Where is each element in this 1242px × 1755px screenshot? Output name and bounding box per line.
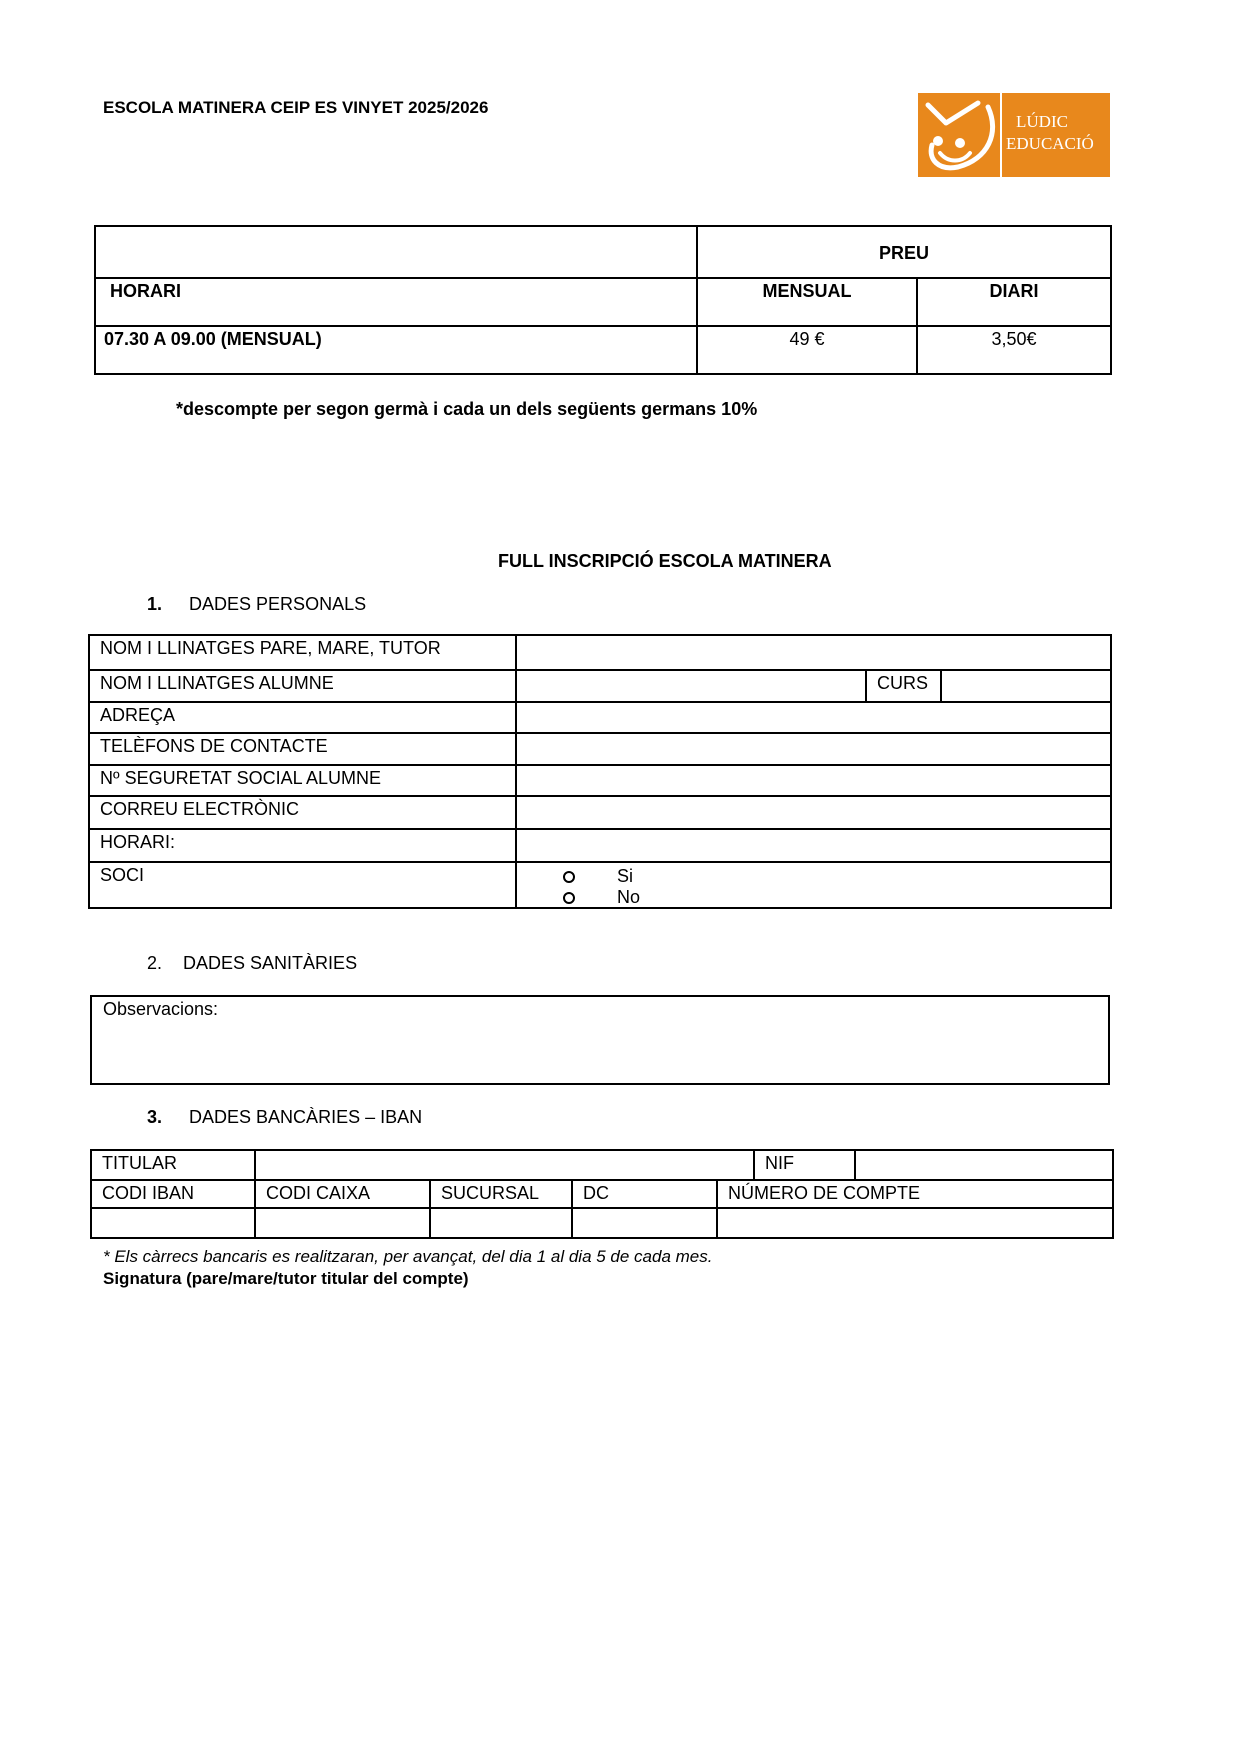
price-table [94,225,1112,375]
observations-label: Observacions: [103,999,219,1019]
nif-field[interactable] [855,1150,1113,1180]
price-header: PREU [697,226,1111,278]
course-field[interactable] [941,670,1111,702]
course-label: CURS [866,670,941,702]
dc-field[interactable] [572,1208,717,1238]
daily-column-header: DIARI [917,278,1111,326]
schedule-field[interactable] [516,829,1111,862]
ludic-educacio-logo [918,93,1110,177]
account-number-field[interactable] [717,1208,1113,1238]
social-security-field[interactable] [516,765,1111,796]
schedule-cell: 07.30 A 09.00 (MENSUAL) [95,326,697,374]
member-option-yes-label: Si [617,866,634,886]
radio-circle-icon[interactable] [563,892,575,904]
branch-label: SUCURSAL [430,1180,572,1208]
bank-code-label: CODI CAIXA [255,1180,430,1208]
account-number-label: NÚMERO DE COMPTE [717,1180,1113,1208]
social-security-label: Nº SEGURETAT SOCIAL ALUMNE [89,765,516,796]
member-option-yes[interactable] [563,866,633,887]
iban-code-label: CODI IBAN [91,1180,255,1208]
phones-label: TELÈFONS DE CONTACTE [89,733,516,765]
member-label: SOCI [89,862,516,908]
holder-field[interactable] [255,1150,754,1180]
discount-note: *descompte per segon germà i cada un dels següents germans 10% [176,399,758,419]
document-title: ESCOLA MATINERA CEIP ES VINYET 2025/2026 [103,98,489,117]
section2-heading [147,953,357,974]
holder-label: TITULAR [91,1150,255,1180]
branch-field[interactable] [430,1208,572,1238]
section3-title: DADES BANCÀRIES – IBAN [189,1107,423,1127]
student-name-field[interactable] [516,670,866,702]
monthly-price-cell: 49 € [697,326,917,374]
parent-name-field[interactable] [516,635,1111,670]
health-data-table [90,995,1110,1085]
table-row [95,326,1111,374]
section3-heading [147,1107,422,1128]
bank-data-table [90,1149,1114,1239]
personal-data-table [88,634,1112,909]
section1-heading [147,594,366,615]
email-field[interactable] [516,796,1111,829]
nif-label: NIF [754,1150,855,1180]
schedule-column-header: HORARI [95,278,697,326]
phones-field[interactable] [516,733,1111,765]
member-options [516,862,1111,908]
section2-title: DADES SANITÀRIES [183,953,358,973]
dc-label: DC [572,1180,717,1208]
logo-text-educacio: EDUCACIÓ [1006,134,1094,153]
daily-price-cell: 3,50€ [917,326,1111,374]
email-label: CORREU ELECTRÒNIC [89,796,516,829]
member-option-no-label: No [617,887,641,907]
section2-number: 2. [147,953,163,973]
observations-field[interactable] [91,996,1109,1084]
section1-number: 1. [147,594,163,614]
section3-number: 3. [147,1107,163,1127]
price-table-empty-cell [95,226,697,278]
schedule-label: HORARI: [89,829,516,862]
section1-title: DADES PERSONALS [189,594,367,614]
logo-text-ludic: LÚDIC [1016,112,1068,131]
address-field[interactable] [516,702,1111,733]
iban-code-field[interactable] [91,1208,255,1238]
member-option-no[interactable] [563,887,640,908]
form-title: FULL INSCRIPCIÓ ESCOLA MATINERA [498,551,832,571]
bank-note: * Els càrrecs bancaris es realitzaran, per avançat, del dia 1 al dia 5 de cada mes. [103,1247,713,1266]
bank-code-field[interactable] [255,1208,430,1238]
radio-circle-icon[interactable] [563,871,575,883]
monthly-column-header: MENSUAL [697,278,917,326]
parent-name-label: NOM I LLINATGES PARE, MARE, TUTOR [89,635,516,670]
student-name-label: NOM I LLINATGES ALUMNE [89,670,516,702]
signature-label: Signatura (pare/mare/tutor titular del compte) [103,1269,469,1288]
address-label: ADREÇA [89,702,516,733]
